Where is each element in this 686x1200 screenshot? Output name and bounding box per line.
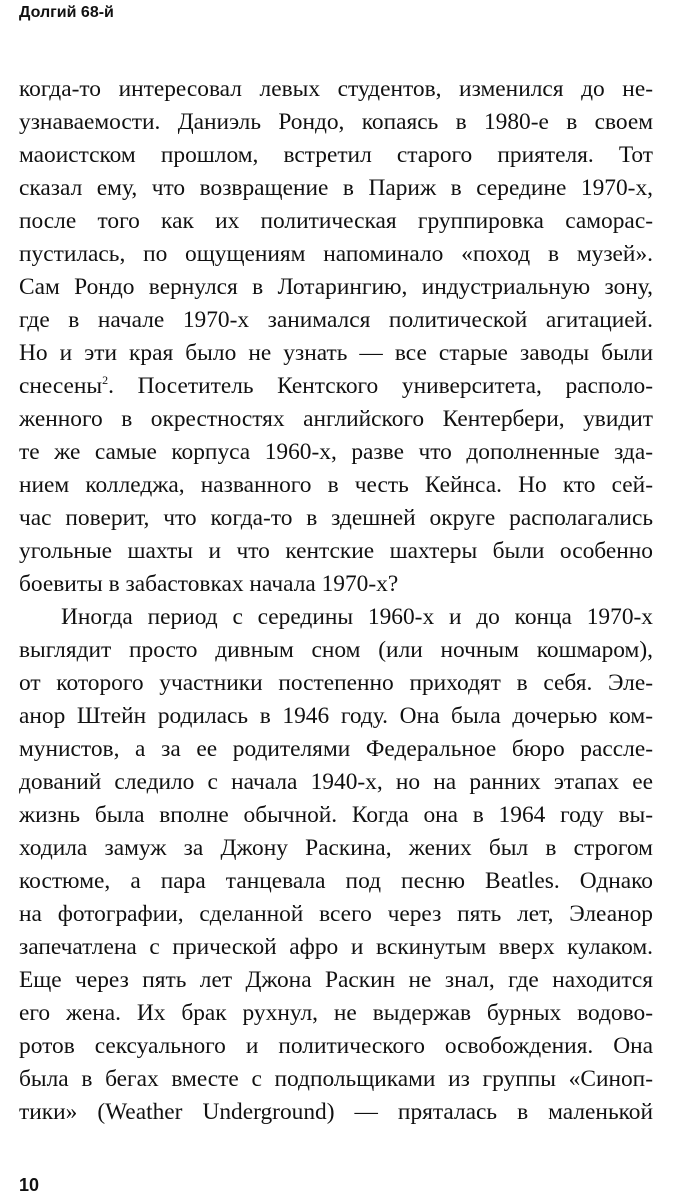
text-line: после того как их политическая группировка саморас- xyxy=(19,208,653,234)
text-line: сказал ему, что возвращение в Париж в середине 1970-х, xyxy=(19,175,653,201)
text-line: Но и эти края было не узнать — все старые заводы были xyxy=(19,340,653,366)
text-line: где в начале 1970-х занимался политической агитацией. xyxy=(19,307,653,333)
body-text xyxy=(19,73,653,1129)
text-line: пустилась, по ощущениям напоминало «поход в музей». xyxy=(19,241,653,267)
text-line: жизнь была вполне обычной. Когда она в 1964 году вы- xyxy=(19,802,653,828)
page-number: 10 xyxy=(19,1175,40,1195)
text-line: боевиты в забастовках начала 1970-х? xyxy=(19,571,399,597)
text-line-indent: Иногда период с середины 1960-х и до конца 1970-х xyxy=(61,604,653,630)
text-line: мунистов, а за ее родителями Федеральное бюро рассле- xyxy=(19,736,653,762)
text-line: анор Штейн родилась в 1946 году. Она была дочерью ком- xyxy=(19,703,653,729)
text-line: выглядит просто дивным сном (или ночным кошмаром), xyxy=(19,637,653,663)
text-line: запечатлена с прической афро и вскинутым вверх кулаком. xyxy=(19,934,653,960)
text-line: нием колледжа, названного в честь Кейнса. Но кто сей- xyxy=(19,472,653,498)
text-line: ходила замуж за Джону Раскина, жених был в строгом xyxy=(19,835,653,861)
text-line: час поверит, что когда-то в здешней округе располагались xyxy=(19,505,653,531)
text-line: костюме, а пара танцевала под песню Beatles. Однако xyxy=(19,868,653,894)
text-line: дований следило с начала 1940-х, но на ранних этапах ее xyxy=(19,769,653,795)
footnote-ref[interactable]: 2 xyxy=(102,373,109,388)
text-line: Еще через пять лет Джона Раскин не знал, где находится xyxy=(19,967,653,993)
text-line: маоистском прошлом, встретил старого приятеля. Тот xyxy=(19,142,653,168)
text-line: тики» (Weather Underground) — пряталась в маленькой xyxy=(19,1099,653,1125)
text-line: от которого участники постепенно приходят в себя. Эле- xyxy=(19,670,653,696)
running-head: Долгий 68-й xyxy=(19,4,114,21)
text-line: на фотографии, сделанной всего через пять лет, Элеанор xyxy=(19,901,653,927)
text-fragment: . Посетитель Кентского университета, располо- xyxy=(108,373,653,399)
text-line: когда-то интересовал левых студентов, изменился до не- xyxy=(19,76,653,102)
text-fragment: снесены xyxy=(19,373,103,399)
text-line-with-footnote xyxy=(19,370,653,403)
text-line: его жена. Их брак рухнул, не выдержав бурных водово- xyxy=(19,1000,653,1026)
text-line: была в бегах вместе с подпольщиками из группы «Синоп- xyxy=(19,1066,653,1092)
text-line: те же самые корпуса 1960-х, разве что дополненные зда- xyxy=(19,439,653,465)
text-line: ротов сексуального и политического освобождения. Она xyxy=(19,1033,653,1059)
text-line: угольные шахты и что кентские шахтеры были особенно xyxy=(19,538,653,564)
text-line: Сам Рондо вернулся в Лотарингию, индустриальную зону, xyxy=(19,274,653,300)
text-line: женного в окрестностях английского Кентербери, увидит xyxy=(19,406,653,432)
text-line: узнаваемости. Даниэль Рондо, копаясь в 1980-е в своем xyxy=(19,109,653,135)
